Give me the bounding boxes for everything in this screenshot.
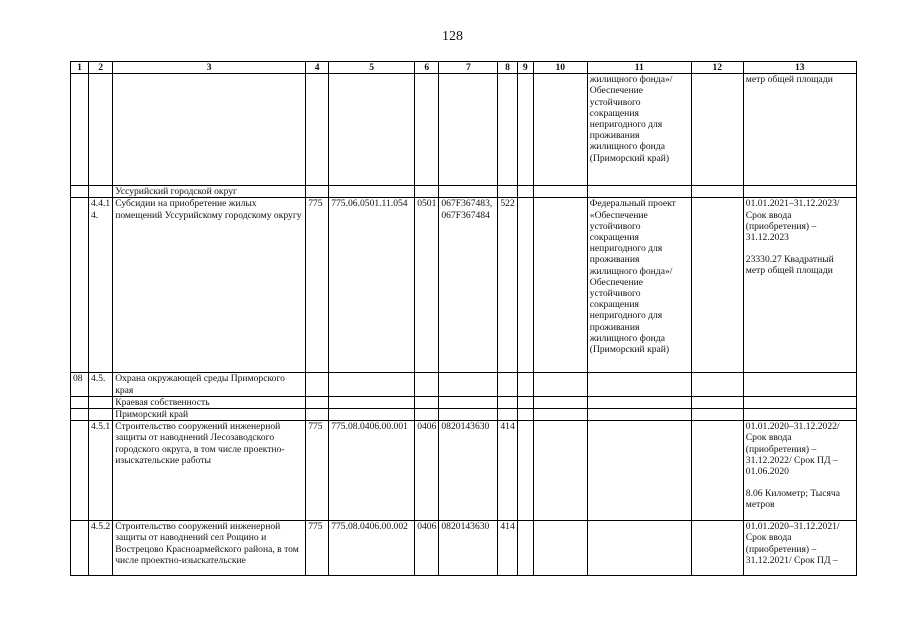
cell-11: [587, 521, 691, 576]
cell-5: 775.08.0406.00.001: [329, 421, 415, 521]
cell-9: [517, 521, 533, 576]
data-table: [70, 61, 857, 576]
cell-2: [89, 409, 113, 421]
cell-8: 414: [498, 421, 517, 521]
cell-5: [329, 396, 415, 408]
cell-13: [743, 198, 856, 373]
cell-10: [533, 396, 587, 408]
cell-7: 067F367483, 067F367484: [439, 198, 498, 373]
cell-5: 775.08.0406.00.002: [329, 521, 415, 576]
cell-13: [743, 373, 856, 396]
cell-5: [329, 74, 415, 186]
cell-1: [71, 74, 89, 186]
header-cell: 10: [533, 62, 587, 74]
header-cell: 6: [415, 62, 439, 74]
cell-4: 775: [306, 198, 329, 373]
cell-6: [415, 373, 439, 396]
cell-11: [587, 409, 691, 421]
cell-8: [498, 373, 517, 396]
cell-3: Краевая собственность: [113, 396, 306, 408]
cell-5: [329, 186, 415, 198]
header-cell: 3: [113, 62, 306, 74]
cell-13-capacity: 23330.27 Квадратный метр общей площади: [745, 254, 834, 277]
cell-6: 0406: [415, 521, 439, 576]
table-row: [71, 186, 857, 198]
cell-10: [533, 421, 587, 521]
header-cell: 8: [498, 62, 517, 74]
cell-1: [71, 421, 89, 521]
cell-13: метр общей площади: [743, 74, 856, 186]
cell-2: [89, 74, 113, 186]
cell-8: 522: [498, 198, 517, 373]
cell-3: Субсидии на приобретение жилых помещений Уссурийскому городскому округу: [113, 198, 306, 373]
cell-12: [691, 421, 743, 521]
cell-7: 0820143630: [439, 521, 498, 576]
cell-11: [587, 186, 691, 198]
cell-12: [691, 186, 743, 198]
table-header-row: [71, 62, 857, 74]
cell-9: [517, 373, 533, 396]
cell-1: [71, 409, 89, 421]
cell-6: 0501: [415, 198, 439, 373]
table-row: [71, 421, 857, 521]
cell-7: [439, 74, 498, 186]
cell-2: 4.5.1: [89, 421, 113, 521]
cell-10: [533, 198, 587, 373]
table-row: [71, 521, 857, 576]
cell-10: [533, 521, 587, 576]
cell-11: [587, 373, 691, 396]
cell-12: [691, 198, 743, 373]
cell-9: [517, 198, 533, 373]
cell-8: [498, 396, 517, 408]
cell-1: [71, 198, 89, 373]
cell-5: [329, 409, 415, 421]
cell-13-dates: 01.01.2020–31.12.2022/ Срок ввода (приобретения) – 31.12.2022/ Срок ПД – 01.06.2020: [745, 421, 840, 478]
cell-4: [306, 409, 329, 421]
table-row: [71, 74, 857, 186]
cell-4: [306, 373, 329, 396]
cell-8: 414: [498, 521, 517, 576]
cell-10: [533, 186, 587, 198]
header-cell: 9: [517, 62, 533, 74]
cell-6: [415, 409, 439, 421]
cell-3: Охрана окружающей среды Приморского края: [113, 373, 306, 396]
cell-12: [691, 396, 743, 408]
cell-10: [533, 409, 587, 421]
cell-2: 4.5.: [89, 373, 113, 396]
cell-4: [306, 186, 329, 198]
cell-11: [587, 421, 691, 521]
cell-13-dates: 01.01.2021–31.12.2023/ Срок ввода (приобретения) – 31.12.2023: [745, 198, 840, 244]
cell-11: жилищного фонда»/Обеспечение устойчивого сокращения непригодного для проживания жилищного фонда (Приморский край): [587, 74, 691, 186]
header-cell: 2: [89, 62, 113, 74]
cell-8: [498, 409, 517, 421]
cell-11: Федеральный проект «Обеспечение устойчивого сокращения непригодного для проживания жилищного фонда»/Обеспечение устойчивого сокращения непригодного для проживания жилищного фонда (Приморский край): [587, 198, 691, 373]
cell-4: [306, 74, 329, 186]
cell-11: [587, 396, 691, 408]
cell-9: [517, 186, 533, 198]
page-number: 128: [442, 29, 463, 44]
cell-13: [743, 421, 856, 521]
cell-13: [743, 186, 856, 198]
cell-12: [691, 521, 743, 576]
cell-9: [517, 396, 533, 408]
cell-7: [439, 373, 498, 396]
header-cell: 13: [743, 62, 856, 74]
cell-4: 775: [306, 521, 329, 576]
header-cell: 11: [587, 62, 691, 74]
cell-1: [71, 396, 89, 408]
cell-3: Строительство сооружений инженерной защиты от наводнений Лесозаводского городского округа, в том числе проектно-изыскательские работы: [113, 421, 306, 521]
table-row: [71, 198, 857, 373]
header-cell: 5: [329, 62, 415, 74]
cell-9: [517, 74, 533, 186]
cell-6: [415, 396, 439, 408]
cell-2: [89, 186, 113, 198]
cell-13: [743, 396, 856, 408]
cell-3: [113, 74, 306, 186]
cell-4: 775: [306, 421, 329, 521]
header-cell: 12: [691, 62, 743, 74]
cell-7: 0820143630: [439, 421, 498, 521]
cell-3: Приморский край: [113, 409, 306, 421]
cell-10: [533, 74, 587, 186]
table-row: [71, 409, 857, 421]
cell-2: 4.4.1 4.: [89, 198, 113, 373]
cell-8: [498, 74, 517, 186]
cell-1: [71, 521, 89, 576]
cell-5: [329, 373, 415, 396]
cell-6: [415, 74, 439, 186]
cell-12: [691, 409, 743, 421]
cell-7: [439, 409, 498, 421]
cell-2: [89, 396, 113, 408]
cell-9: [517, 409, 533, 421]
cell-7: [439, 396, 498, 408]
cell-13: [743, 409, 856, 421]
cell-4: [306, 396, 329, 408]
cell-12: [691, 373, 743, 396]
header-cell: 7: [439, 62, 498, 74]
cell-12: [691, 74, 743, 186]
cell-10: [533, 373, 587, 396]
table-row: [71, 396, 857, 408]
cell-1: [71, 186, 89, 198]
cell-3: Строительство сооружений инженерной защиты от наводнений сел Рощино и Вострецово Красноармейского района, в том числе проектно-изыскательские: [113, 521, 306, 576]
cell-6: 0406: [415, 421, 439, 521]
cell-13: 01.01.2020–31.12.2021/ Срок ввода (приобретения) – 31.12.2021/ Срок ПД –: [743, 521, 856, 576]
cell-3: Уссурийский городской округ: [113, 186, 306, 198]
header-cell: 1: [71, 62, 89, 74]
cell-7: [439, 186, 498, 198]
cell-9: [517, 421, 533, 521]
cell-2: 4.5.2: [89, 521, 113, 576]
header-cell: 4: [306, 62, 329, 74]
cell-6: [415, 186, 439, 198]
table-row: [71, 373, 857, 396]
cell-8: [498, 186, 517, 198]
cell-1: 08: [71, 373, 89, 396]
cell-13-capacity: 8.06 Километр; Тысяча метров: [745, 488, 840, 511]
cell-5: 775.06.0501.11.054: [329, 198, 415, 373]
